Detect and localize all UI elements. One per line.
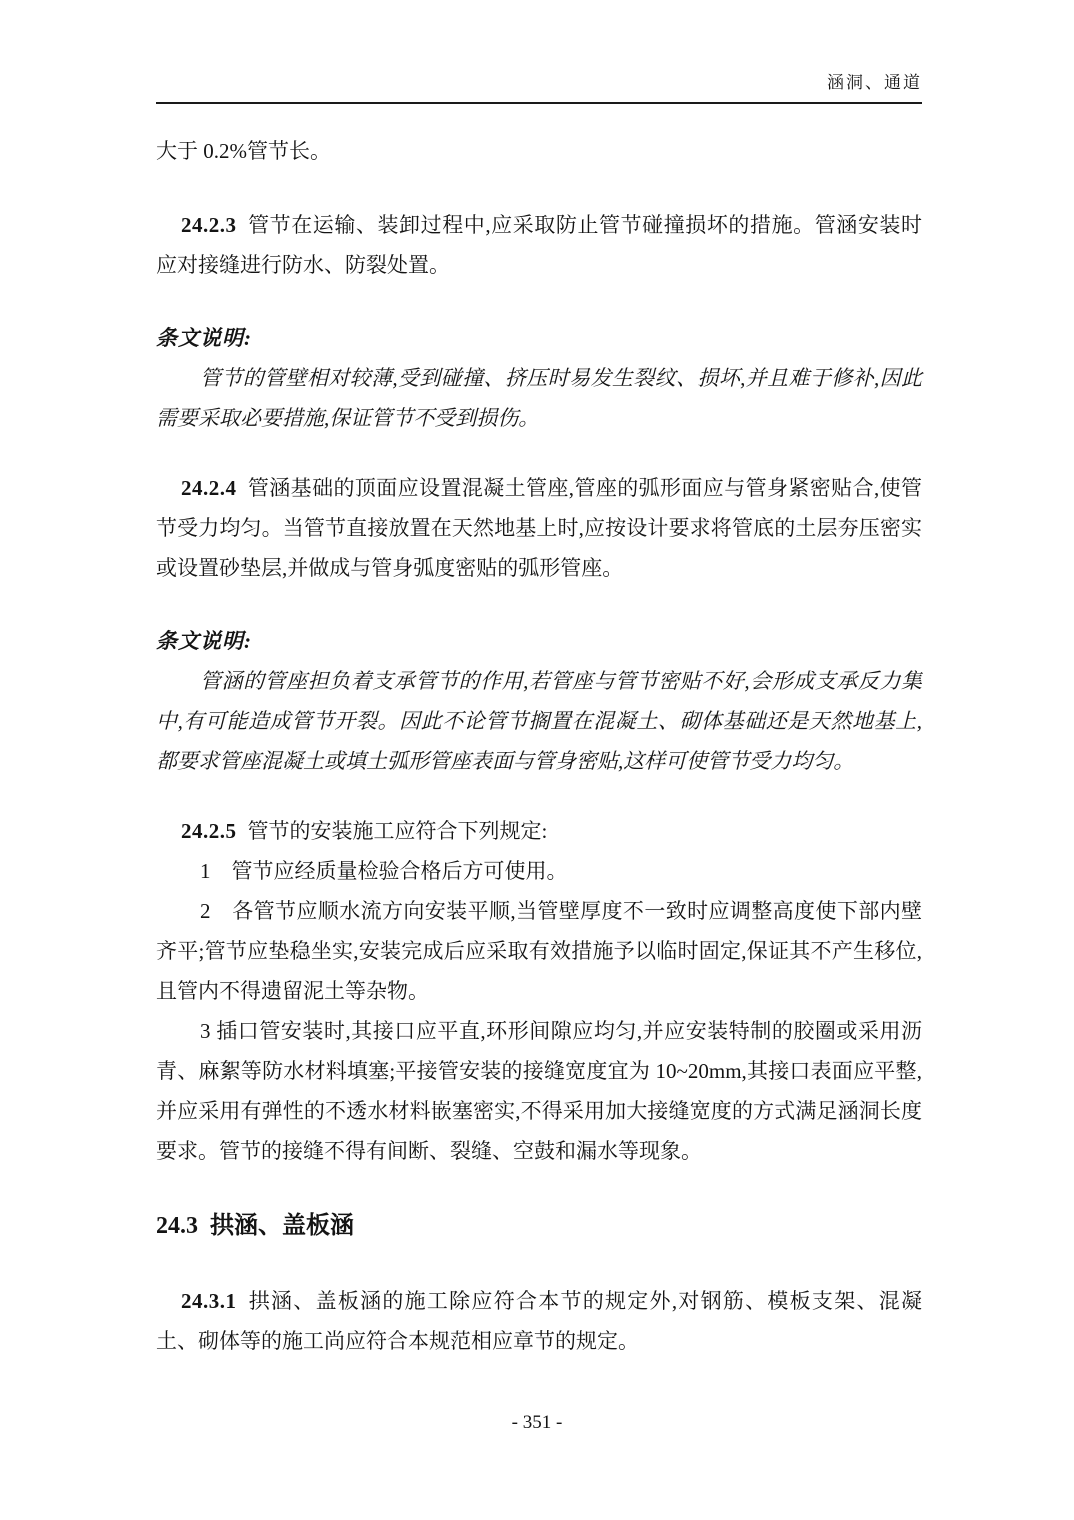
paragraph-continuation: 大于 0.2%管节长。: [156, 139, 331, 163]
commentary-paragraph: 管涵的管座担负着支承管节的作用,若管座与管节密贴不好,会形成支承反力集中,有可能造成管节开裂。因此不论管节搁置在混凝土、砌体基础还是天然地基上,都要求管座混凝土或填土弧形管座表面与管身密贴,这样可使管节受力均匀。: [156, 669, 922, 773]
clause-text: 管节在运输、装卸过程中,应采取防止管节碰撞损坏的措施。管涵安装时应对接缝进行防水、防裂处置。: [156, 213, 922, 277]
section-number: 24.3: [156, 1213, 198, 1239]
commentary-label: 条文说明:: [156, 326, 252, 350]
page-number: - 351 -: [511, 1412, 563, 1433]
clause-text: 管节的安装施工应符合下列规定:: [247, 819, 548, 843]
page-body: [156, 131, 922, 1361]
section-title: 拱涵、盖板涵: [210, 1213, 354, 1239]
running-header-chapter-title: 涵洞、通道: [156, 68, 922, 104]
clause-24-2-5: [156, 811, 922, 851]
list-item-1: 1 管节应经质量检验合格后方可使用。: [200, 859, 568, 883]
clause-number: 24.3.1: [181, 1289, 237, 1313]
list-item-3: 3 插口管安装时,其接口应平直,环形间隙应均匀,并应安装特制的胶圈或采用沥青、麻絮等防水材料填塞;平接管安装的接缝宽度宜为 10~20mm,其接口表面应平整,并应采用有弹性的不透水材料嵌塞密实,不得采用加大接缝宽度的方式满足涵洞长度要求。管节的接缝不得有间断、裂缝、空鼓和漏水等现象。: [156, 1019, 922, 1163]
commentary-paragraph: 管节的管壁相对较薄,受到碰撞、挤压时易发生裂纹、损坏,并且难于修补,因此需要采取必要措施,保证管节不受到损伤。: [156, 366, 922, 430]
section-heading-24-3: [156, 1205, 922, 1247]
clause-number: 24.2.5: [181, 819, 237, 843]
clause-24-3-1: [156, 1281, 922, 1361]
clause-text: 管涵基础的顶面应设置混凝土管座,管座的弧形面应与管身紧密贴合,使管节受力均匀。当管节直接放置在天然地基上时,应按设计要求将管底的土层夯压密实或设置砂垫层,并做成与管身弧度密贴的弧形管座。: [156, 476, 922, 580]
clause-text: 拱涵、盖板涵的施工除应符合本节的规定外,对钢筋、模板支架、混凝土、砌体等的施工尚应符合本规范相应章节的规定。: [156, 1289, 922, 1353]
clause-number: 24.2.4: [181, 476, 237, 500]
clause-24-2-3: [156, 205, 922, 285]
clause-number: 24.2.3: [181, 213, 237, 237]
list-item-2: 2 各管节应顺水流方向安装平顺,当管壁厚度不一致时应调整高度使下部内壁齐平;管节应垫稳坐实,安装完成后应采取有效措施予以临时固定,保证其不产生移位,且管内不得遗留泥土等杂物。: [156, 899, 922, 1003]
commentary-label: 条文说明:: [156, 629, 252, 653]
clause-24-2-4: [156, 468, 922, 588]
